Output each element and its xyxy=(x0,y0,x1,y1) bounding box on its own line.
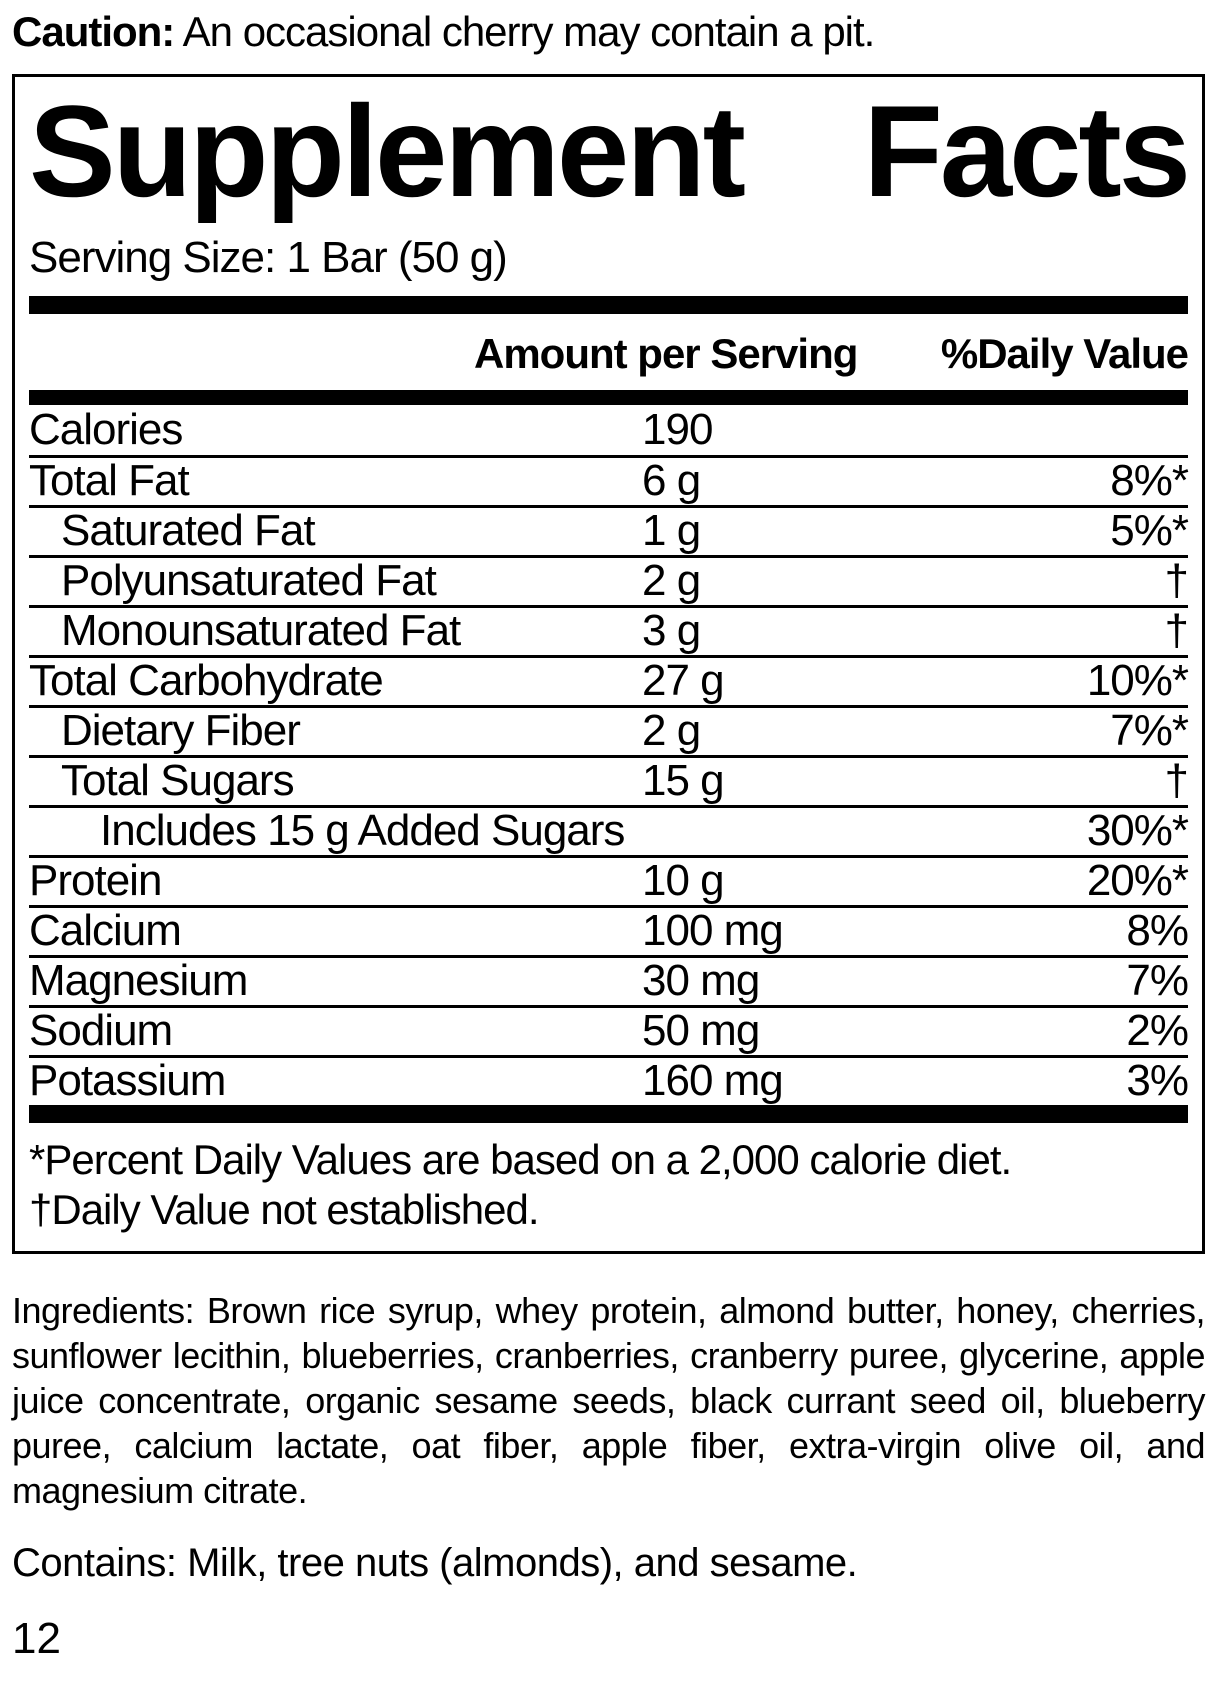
nutrient-label: Magnesium xyxy=(29,956,248,1006)
table-row xyxy=(29,855,1188,905)
table-row xyxy=(29,955,1188,1005)
nutrient-daily-value: 2% xyxy=(1126,1006,1188,1056)
caution-text: An occasional cherry may contain a pit. xyxy=(174,8,875,55)
nutrient-amount: 50 mg xyxy=(642,1006,760,1056)
nutrient-daily-value: 10%* xyxy=(1086,656,1188,706)
nutrient-amount: 100 mg xyxy=(642,906,783,956)
table-row xyxy=(29,805,1188,855)
allergen-contains-line: Contains: Milk, tree nuts (almonds), and sesame. xyxy=(12,1540,858,1585)
panel-title-word1: Supplement xyxy=(29,78,743,224)
nutrient-daily-value: 20%* xyxy=(1086,856,1188,906)
nutrient-daily-value: † xyxy=(1164,606,1188,656)
nutrient-label: Potassium xyxy=(29,1056,226,1106)
table-row xyxy=(29,455,1188,505)
nutrient-amount: 2 g xyxy=(642,706,701,756)
nutrient-daily-value: 8% xyxy=(1126,906,1188,956)
nutrient-amount: 190 xyxy=(642,404,713,454)
nutrient-label: Monounsaturated Fat xyxy=(61,606,461,656)
nutrient-daily-value: † xyxy=(1164,756,1188,806)
nutrient-amount: 10 g xyxy=(642,856,724,906)
nutrient-amount: 3 g xyxy=(642,606,701,656)
nutrient-label: Total Carbohydrate xyxy=(29,656,383,706)
panel-title xyxy=(29,78,1188,224)
table-row xyxy=(29,605,1188,655)
nutrient-label: Protein xyxy=(29,856,162,906)
nutrient-label: Dietary Fiber xyxy=(61,706,300,756)
caution-note xyxy=(12,6,1202,58)
supplement-facts-panel xyxy=(12,74,1205,1254)
table-row xyxy=(29,705,1188,755)
nutrient-amount: 2 g xyxy=(642,556,701,606)
page-number: 12 xyxy=(12,1613,61,1663)
nutrient-rows xyxy=(29,405,1188,1105)
nutrient-daily-value: † xyxy=(1164,556,1188,606)
ingredients-paragraph: Ingredients: Brown rice syrup, whey protein, almond butter, honey, cherries, sunflower lecithin, blueberries, cranberries, cranberry puree, glycerine, apple juice concentrate, organic sesame seeds, black currant seed oil, blueberry puree, calcium lactate, oat fiber, apple fiber, extra-virgin olive oil, and magnesium citrate. xyxy=(12,1289,1205,1511)
nutrient-amount: 1 g xyxy=(642,506,701,556)
nutrient-label: Total Fat xyxy=(29,456,189,506)
amount-per-serving-header: Amount per Serving xyxy=(474,329,858,377)
divider-bar-header xyxy=(29,390,1188,405)
table-row xyxy=(29,905,1188,955)
footnotes xyxy=(29,1123,1188,1235)
nutrient-label: Saturated Fat xyxy=(61,506,315,556)
nutrient-amount: 30 mg xyxy=(642,956,760,1006)
nutrient-amount: 15 g xyxy=(642,756,724,806)
table-row xyxy=(29,655,1188,705)
facts-column-headers xyxy=(29,314,1188,390)
nutrient-daily-value: 7%* xyxy=(1110,706,1188,756)
nutrient-daily-value: 7% xyxy=(1126,956,1188,1006)
nutrient-daily-value: 8%* xyxy=(1110,456,1188,506)
footnote-daily-value-not-established: †Daily Value not established. xyxy=(29,1185,539,1233)
daily-value-header: %Daily Value xyxy=(940,329,1188,377)
nutrient-daily-value: 5%* xyxy=(1110,506,1188,556)
nutrient-label: Polyunsaturated Fat xyxy=(61,556,436,606)
nutrient-label: Total Sugars xyxy=(61,756,294,806)
divider-bar-bottom xyxy=(29,1105,1188,1123)
caution-label: Caution: xyxy=(12,8,175,55)
table-row xyxy=(29,555,1188,605)
nutrient-label: Calcium xyxy=(29,906,181,956)
nutrient-label: Calories xyxy=(29,404,183,454)
table-row xyxy=(29,755,1188,805)
nutrient-amount: 27 g xyxy=(642,656,724,706)
table-row xyxy=(29,1005,1188,1055)
table-row xyxy=(29,505,1188,555)
nutrient-amount: 6 g xyxy=(642,456,701,506)
serving-size: Serving Size: 1 Bar (50 g) xyxy=(29,232,507,282)
nutrient-amount: 160 mg xyxy=(642,1056,783,1106)
footnote-percent-daily-value: *Percent Daily Values are based on a 2,000 calorie diet. xyxy=(29,1135,1012,1183)
panel-title-word2: Facts xyxy=(863,78,1188,224)
nutrient-daily-value: 3% xyxy=(1126,1056,1188,1106)
nutrient-label: Includes 15 g Added Sugars xyxy=(100,806,625,856)
nutrient-label: Sodium xyxy=(29,1006,173,1056)
table-row xyxy=(29,1055,1188,1105)
table-row xyxy=(29,405,1188,455)
divider-bar-top xyxy=(29,296,1188,314)
nutrient-daily-value: 30%* xyxy=(1086,806,1188,856)
